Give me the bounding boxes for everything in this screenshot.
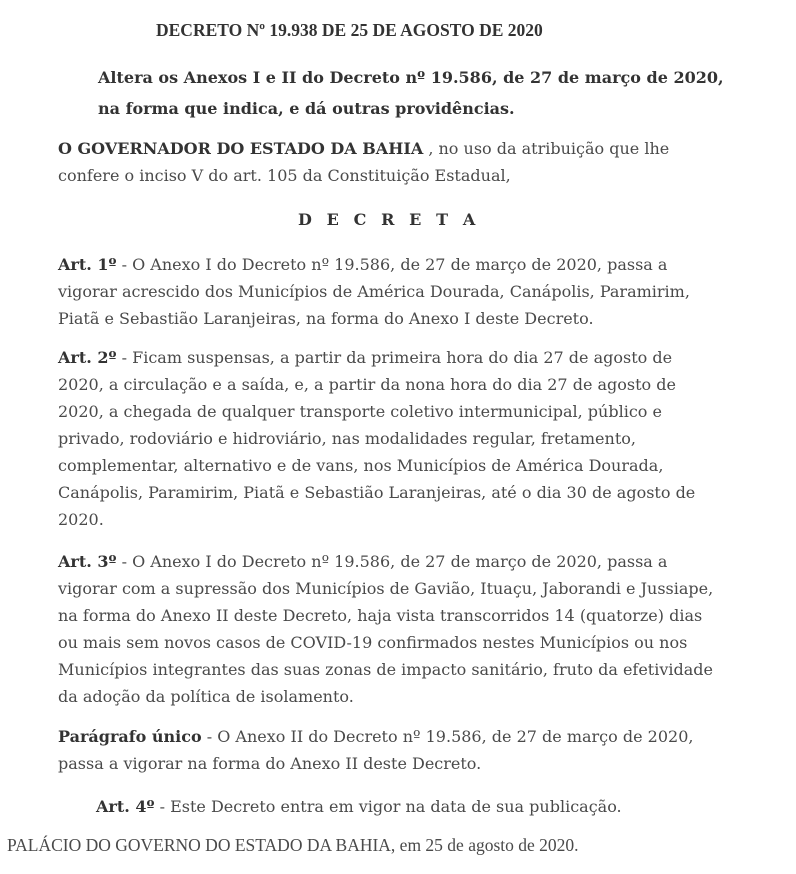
decreta-heading: D E C R E T A <box>298 210 480 229</box>
article-2-label: Art. 2º <box>58 348 117 367</box>
paragrafo-unico-label: Parágrafo único <box>58 727 202 746</box>
preamble-text: , no uso da atribuição que lhe confere o inciso V do art. 105 da Constituição Estadual, <box>58 139 670 185</box>
decree-ementa: Altera os Anexos I e II do Decreto nº 19.586, de 27 de março de 2020, na forma que indica, e dá outras providências. <box>98 68 724 118</box>
decree-title: DECRETO Nº 19.938 DE 25 DE AGOSTO DE 2020 <box>156 20 543 40</box>
article-3 <box>58 548 718 710</box>
decree-footer: PALÁCIO DO GOVERNO DO ESTADO DA BAHIA, em 25 de agosto de 2020. <box>7 835 579 855</box>
article-3-label: Art. 3º <box>58 552 117 571</box>
article-2 <box>58 344 718 533</box>
article-1-label: Art. 1º <box>58 255 117 274</box>
paragrafo-unico-text: - O Anexo II do Decreto nº 19.586, de 27 de março de 2020, passa a vigorar na forma do Anexo II deste Decreto. <box>58 727 694 773</box>
article-2-text: - Ficam suspensas, a partir da primeira hora do dia 27 de agosto de 2020, a circulação e a saída, e, a partir da nona hora do dia 27 de agosto de 2020, a chegada de qualquer transporte coletivo intermunicipal, público e privado, rodoviário e hidroviário, nas modalidades regular, fretamento, complementar, alternativo e de vans, nos Municípios de América Dourada, Canápolis, Paramirim, Piatã e Sebastião Laranjeiras, até o dia 30 de agosto de 2020. <box>58 348 696 529</box>
article-4-text: - Este Decreto entra em vigor na data de sua publicação. <box>154 797 622 816</box>
article-4-label: Art. 4º <box>96 797 155 816</box>
preamble <box>58 135 718 189</box>
article-1 <box>58 251 718 332</box>
preamble-lead: O GOVERNADOR DO ESTADO DA BAHIA <box>58 139 424 158</box>
article-1-text: - O Anexo I do Decreto nº 19.586, de 27 de março de 2020, passa a vigorar acrescido dos Municípios de América Dourada, Canápolis, Paramirim, Piatã e Sebastião Laranjeiras, na forma do Anexo I deste Decreto. <box>58 255 690 328</box>
paragrafo-unico <box>58 723 718 777</box>
article-4 <box>96 793 622 820</box>
article-3-text: - O Anexo I do Decreto nº 19.586, de 27 de março de 2020, passa a vigorar com a supressão dos Municípios de Gavião, Ituaçu, Jaborandi e Jussiape, na forma do Anexo II deste Decreto, haja vista transcorridos 14 (quatorze) dias ou mais sem novos casos de COVID-19 confirmados nestes Municípios ou nos Municípios integrantes das suas zonas de impacto sanitário, fruto da efetividade da adoção da política de isolamento. <box>58 552 714 706</box>
